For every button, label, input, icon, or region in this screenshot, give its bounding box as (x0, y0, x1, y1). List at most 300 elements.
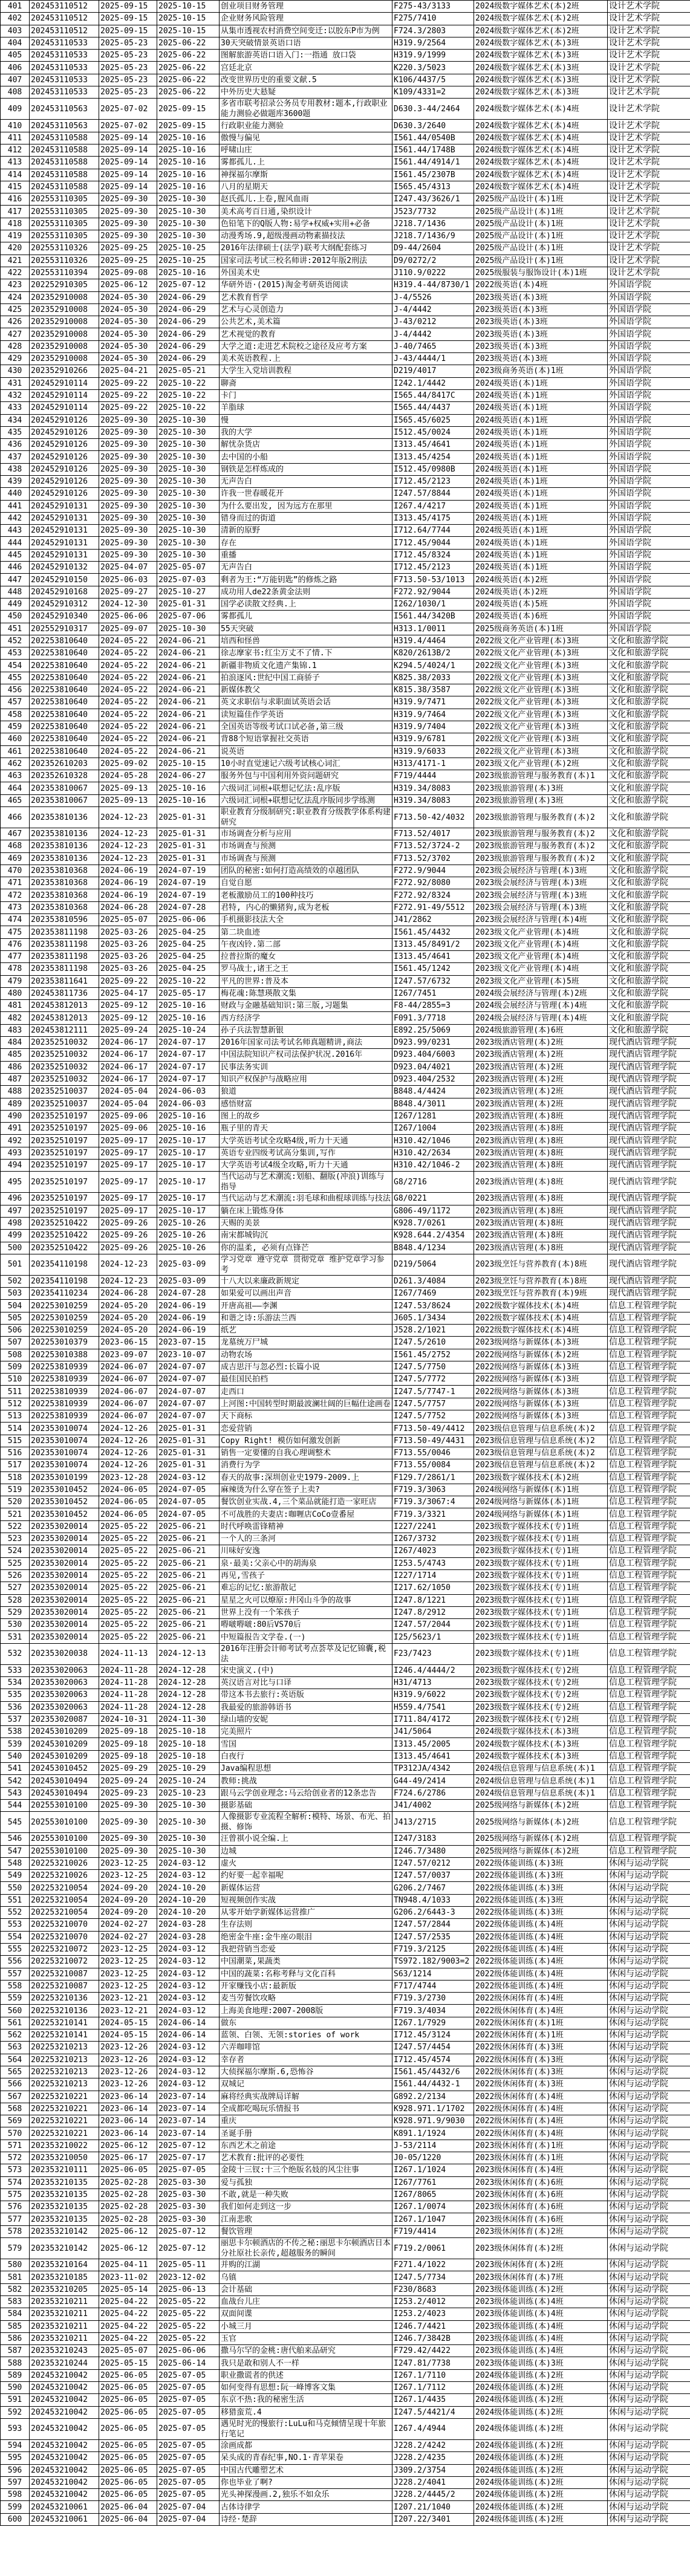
call-number-cell[interactable]: I267.1/7929 (392, 2017, 474, 2029)
book-title-cell[interactable]: 2016年国家司法考试名师真题精讲,商法 (220, 1037, 392, 1049)
book-title-cell[interactable]: 不敢,就是一种失败 (220, 2188, 392, 2201)
due-date-cell[interactable]: 2025-10-18 (157, 1750, 220, 1762)
borrow-date-cell[interactable]: 2025-09-30 (99, 426, 157, 438)
call-number-cell[interactable]: F719.3/4034 (392, 2005, 474, 2017)
book-title-cell[interactable]: 多省市联考招录公务员专用教材:题本,行政职业能力测验必做题库3600题 (220, 99, 392, 120)
due-date-cell[interactable]: 2024-11-30 (157, 1713, 220, 1725)
college-name-cell[interactable]: 休闲与运动学院 (608, 2320, 690, 2332)
college-name-cell[interactable]: 外国语学院 (608, 328, 690, 340)
class-name-cell[interactable]: 2024级英语(本)1班 (474, 488, 608, 500)
due-date-cell[interactable]: 2025-10-24 (157, 1024, 220, 1036)
row-number-cell[interactable]: 503 (1, 1288, 30, 1300)
row-number-cell[interactable]: 404 (1, 37, 30, 49)
reader-id-cell[interactable]: 202253210136 (30, 1993, 99, 2005)
row-number-cell[interactable]: 544 (1, 1799, 30, 1811)
table-row[interactable] (1, 623, 690, 635)
class-name-cell[interactable]: 2022级数字媒体技术(本)4班 (474, 1324, 608, 1336)
due-date-cell[interactable]: 2023-10-07 (157, 1349, 220, 1361)
table-row[interactable] (1, 672, 690, 684)
book-title-cell[interactable]: 成吉思汗与忽必烈:长篇小说 (220, 1361, 392, 1373)
college-name-cell[interactable]: 现代酒店管理学院 (608, 1110, 690, 1122)
borrow-date-cell[interactable]: 2024-11-28 (99, 1689, 157, 1701)
row-number-cell[interactable]: 497 (1, 1205, 30, 1217)
college-name-cell[interactable]: 信息工程管理学院 (608, 1643, 690, 1664)
borrow-date-cell[interactable]: 2024-05-22 (99, 696, 157, 709)
due-date-cell[interactable]: 2023-12-02 (157, 2271, 220, 2283)
book-title-cell[interactable]: 做东 (220, 2017, 392, 2029)
table-row[interactable] (1, 1398, 690, 1410)
call-number-cell[interactable]: I267/8065 (392, 2188, 474, 2201)
college-name-cell[interactable]: 信息工程管理学院 (608, 1763, 690, 1775)
book-title-cell[interactable]: 中国潮菜,果蔬类 (220, 1956, 392, 1968)
due-date-cell[interactable]: 2024-07-05 (157, 1484, 220, 1496)
borrow-date-cell[interactable]: 2024-11-28 (99, 1677, 157, 1689)
reader-id-cell[interactable]: 202353810368 (30, 877, 99, 889)
class-name-cell[interactable]: 2022级休闲体育(本)3班 (474, 2054, 608, 2066)
table-row[interactable] (1, 2357, 690, 2369)
reader-id-cell[interactable]: 202253210141 (30, 2017, 99, 2029)
book-title-cell[interactable]: 上河图:中国转型时期最波澜壮阔的巨幅仕途画卷 (220, 1398, 392, 1410)
borrow-date-cell[interactable]: 2025-05-07 (99, 914, 157, 926)
class-name-cell[interactable]: 2022级休闲体育(本)4班 (474, 2115, 608, 2127)
reader-id-cell[interactable]: 202553110326 (30, 242, 99, 255)
row-number-cell[interactable]: 505 (1, 1312, 30, 1324)
book-title-cell[interactable]: 宋史演义.(中) (220, 1664, 392, 1676)
borrow-date-cell[interactable]: 2023-06-14 (99, 2127, 157, 2140)
borrow-date-cell[interactable]: 2024-06-28 (99, 1288, 157, 1300)
due-date-cell[interactable]: 2025-10-16 (157, 782, 220, 794)
row-number-cell[interactable]: 426 (1, 316, 30, 328)
row-number-cell[interactable]: 546 (1, 1833, 30, 1845)
book-title-cell[interactable]: 我最爱的旅游韩语书 (220, 1701, 392, 1713)
due-date-cell[interactable]: 2025-06-21 (157, 1533, 220, 1545)
college-name-cell[interactable]: 信息工程管理学院 (608, 1312, 690, 1324)
call-number-cell[interactable]: I267/7761 (392, 2176, 474, 2188)
reader-id-cell[interactable]: 202253010259 (30, 1312, 99, 1324)
book-title-cell[interactable]: 外国美术史 (220, 267, 392, 279)
reader-id-cell[interactable]: 202353811198 (30, 938, 99, 950)
college-name-cell[interactable]: 信息工程管理学院 (608, 1349, 690, 1361)
college-name-cell[interactable]: 休闲与运动学院 (608, 2140, 690, 2152)
reader-id-cell[interactable]: 202353810368 (30, 865, 99, 877)
call-number-cell[interactable]: I512.45/0024 (392, 426, 474, 438)
table-row[interactable] (1, 745, 690, 758)
class-name-cell[interactable]: 2023级会展经济与管理(本)3班 (474, 865, 608, 877)
call-number-cell[interactable]: I247.57/2044 (392, 1619, 474, 1631)
call-number-cell[interactable]: I227/1714 (392, 1569, 474, 1582)
row-number-cell[interactable]: 499 (1, 1230, 30, 1242)
book-title-cell[interactable]: 图上的故乡 (220, 1110, 392, 1122)
row-number-cell[interactable]: 481 (1, 1000, 30, 1012)
table-row[interactable] (1, 132, 690, 144)
call-number-cell[interactable]: I313.45/4641 (392, 1750, 474, 1762)
college-name-cell[interactable]: 休闲与运动学院 (608, 2418, 690, 2439)
call-number-cell[interactable]: F23/7423 (392, 1643, 474, 1664)
row-number-cell[interactable]: 435 (1, 426, 30, 438)
book-title-cell[interactable]: 呆头成的青春纪事,NO.1·青苹果卷 (220, 2452, 392, 2464)
table-row[interactable] (1, 1459, 690, 1471)
due-date-cell[interactable]: 2024-07-17 (157, 1049, 220, 1061)
college-name-cell[interactable]: 休闲与运动学院 (608, 2501, 690, 2513)
row-number-cell[interactable]: 548 (1, 1857, 30, 1869)
due-date-cell[interactable]: 2025-05-07 (157, 562, 220, 574)
due-date-cell[interactable]: 2024-06-14 (157, 2029, 220, 2042)
book-title-cell[interactable]: Copy Right! 模仿如何激发创新 (220, 1435, 392, 1447)
college-name-cell[interactable]: 现代酒店管理学院 (608, 1275, 690, 1287)
book-title-cell[interactable]: 财政与金融基础知识:第三版,习题集 (220, 1000, 392, 1012)
row-number-cell[interactable]: 560 (1, 2005, 30, 2017)
reader-id-cell[interactable]: 202253210054 (30, 1907, 99, 1919)
reader-id-cell[interactable]: 202253210141 (30, 2029, 99, 2042)
book-title-cell[interactable]: 星星之火可以燎原:井冈山斗争的故事 (220, 1594, 392, 1606)
class-name-cell[interactable]: 2025级网络与新媒体(本)2班 (474, 1812, 608, 1833)
borrow-date-cell[interactable]: 2024-06-19 (99, 889, 157, 901)
borrow-date-cell[interactable]: 2025-09-30 (99, 475, 157, 487)
reader-id-cell[interactable]: 202353020038 (30, 1643, 99, 1664)
call-number-cell[interactable]: H559.4/7541 (392, 1701, 474, 1713)
reader-id-cell[interactable]: 202353020063 (30, 1664, 99, 1676)
book-title-cell[interactable]: 我的大学 (220, 426, 392, 438)
row-number-cell[interactable]: 442 (1, 512, 30, 524)
call-number-cell[interactable]: TP312JA/4342 (392, 1763, 474, 1775)
due-date-cell[interactable]: 2024-03-12 (157, 2042, 220, 2054)
book-title-cell[interactable]: 走西口 (220, 1386, 392, 1398)
reader-id-cell[interactable]: 202353210164 (30, 2259, 99, 2271)
college-name-cell[interactable]: 休闲与运动学院 (608, 2103, 690, 2115)
row-number-cell[interactable]: 590 (1, 2382, 30, 2394)
table-row[interactable] (1, 1606, 690, 1618)
call-number-cell[interactable]: H319.34/8083 (392, 782, 474, 794)
college-name-cell[interactable]: 设计艺术学院 (608, 169, 690, 181)
reader-id-cell[interactable]: 202452910114 (30, 402, 99, 414)
college-name-cell[interactable]: 信息工程管理学院 (608, 1787, 690, 1799)
table-row[interactable] (1, 1361, 690, 1373)
row-number-cell[interactable]: 523 (1, 1533, 30, 1545)
row-number-cell[interactable]: 578 (1, 2225, 30, 2237)
class-name-cell[interactable]: 2023级会展经济与管理(本)3班 (474, 889, 608, 901)
book-title-cell[interactable]: 无声告白 (220, 475, 392, 487)
borrow-date-cell[interactable]: 2025-09-22 (99, 377, 157, 389)
college-name-cell[interactable]: 休闲与运动学院 (608, 1919, 690, 1931)
borrow-date-cell[interactable]: 2025-06-05 (99, 2489, 157, 2501)
reader-id-cell[interactable]: 202453210042 (30, 2394, 99, 2406)
call-number-cell[interactable]: I247.43/3626/1 (392, 193, 474, 206)
due-date-cell[interactable]: 2025-10-30 (157, 1845, 220, 1857)
call-number-cell[interactable]: I561.44/1748B (392, 144, 474, 156)
row-number-cell[interactable]: 462 (1, 758, 30, 770)
call-number-cell[interactable]: I253.5/4743 (392, 1557, 474, 1569)
reader-id-cell[interactable]: 202253210070 (30, 1919, 99, 1931)
call-number-cell[interactable]: I247.57/8844 (392, 488, 474, 500)
due-date-cell[interactable]: 2025-01-31 (157, 1435, 220, 1447)
college-name-cell[interactable]: 休闲与运动学院 (608, 2225, 690, 2237)
college-name-cell[interactable]: 休闲与运动学院 (608, 2115, 690, 2127)
book-title-cell[interactable]: 爱与孤独 (220, 2176, 392, 2188)
due-date-cell[interactable]: 2024-06-14 (157, 2017, 220, 2029)
college-name-cell[interactable]: 外国语学院 (608, 389, 690, 401)
due-date-cell[interactable]: 2025-10-16 (157, 1012, 220, 1024)
call-number-cell[interactable]: E892.25/5069 (392, 1024, 474, 1036)
table-row[interactable] (1, 1410, 690, 1423)
table-row[interactable] (1, 828, 690, 840)
college-name-cell[interactable]: 文化和旅游学院 (608, 926, 690, 938)
row-number-cell[interactable]: 547 (1, 1845, 30, 1857)
college-name-cell[interactable]: 休闲与运动学院 (608, 2054, 690, 2066)
borrow-date-cell[interactable]: 2025-04-17 (99, 987, 157, 999)
reader-id-cell[interactable]: 202553110305 (30, 230, 99, 242)
row-number-cell[interactable]: 585 (1, 2320, 30, 2332)
borrow-date-cell[interactable]: 2024-06-07 (99, 1374, 157, 1386)
call-number-cell[interactable]: H313/4171-1 (392, 758, 474, 770)
borrow-date-cell[interactable]: 2025-06-04 (99, 2501, 157, 2513)
college-name-cell[interactable]: 外国语学院 (608, 340, 690, 352)
reader-id-cell[interactable]: 202353210135 (30, 2213, 99, 2225)
due-date-cell[interactable]: 2025-07-05 (157, 2464, 220, 2476)
reader-id-cell[interactable]: 202453210042 (30, 2369, 99, 2381)
reader-id-cell[interactable]: 202353210135 (30, 2188, 99, 2201)
book-title-cell[interactable]: 难忘的记忆:旅游散记 (220, 1582, 392, 1594)
table-row[interactable] (1, 1993, 690, 2005)
call-number-cell[interactable]: F713.52/3724-2 (392, 840, 474, 852)
row-number-cell[interactable]: 595 (1, 2452, 30, 2464)
reader-id-cell[interactable]: 202353210243 (30, 2345, 99, 2357)
due-date-cell[interactable]: 2025-10-16 (157, 267, 220, 279)
class-name-cell[interactable]: 2024级英语(本)2班 (474, 586, 608, 598)
due-date-cell[interactable]: 2024-06-19 (157, 1324, 220, 1336)
due-date-cell[interactable]: 2025-10-15 (157, 13, 220, 25)
reader-id-cell[interactable]: 202453210042 (30, 2406, 99, 2418)
college-name-cell[interactable]: 信息工程管理学院 (608, 1619, 690, 1631)
college-name-cell[interactable]: 信息工程管理学院 (608, 1410, 690, 1423)
table-row[interactable] (1, 2188, 690, 2201)
borrow-date-cell[interactable]: 2024-11-28 (99, 1701, 157, 1713)
due-date-cell[interactable]: 2024-03-28 (157, 1919, 220, 1931)
row-number-cell[interactable]: 403 (1, 25, 30, 37)
reader-id-cell[interactable]: 202253210072 (30, 1943, 99, 1955)
call-number-cell[interactable]: I561.44/4914/1 (392, 157, 474, 169)
borrow-date-cell[interactable]: 2024-05-22 (99, 709, 157, 721)
borrow-date-cell[interactable]: 2025-06-05 (99, 2439, 157, 2451)
book-title-cell[interactable]: 为什么要出发, 因为远方在那里 (220, 500, 392, 512)
book-title-cell[interactable]: 新媒体教父 (220, 684, 392, 696)
call-number-cell[interactable]: F129.7/2861/1 (392, 1471, 474, 1484)
table-row[interactable] (1, 1569, 690, 1582)
class-name-cell[interactable]: 2024级数字媒体艺术(本)4班 (474, 157, 608, 169)
reader-id-cell[interactable]: 202453110533 (30, 37, 99, 49)
college-name-cell[interactable]: 现代酒店管理学院 (608, 1288, 690, 1300)
reader-id-cell[interactable]: 202253810939 (30, 1386, 99, 1398)
class-name-cell[interactable]: 2024级英语(本)1班 (474, 402, 608, 414)
table-row[interactable] (1, 938, 690, 950)
reader-id-cell[interactable]: 202453210042 (30, 2452, 99, 2464)
college-name-cell[interactable]: 文化和旅游学院 (608, 987, 690, 999)
reader-id-cell[interactable]: 202352910008 (30, 328, 99, 340)
borrow-date-cell[interactable]: 2024-11-28 (99, 1664, 157, 1676)
borrow-date-cell[interactable]: 2025-09-17 (99, 1205, 157, 1217)
row-number-cell[interactable]: 495 (1, 1172, 30, 1193)
row-number-cell[interactable]: 417 (1, 206, 30, 218)
table-row[interactable] (1, 2464, 690, 2476)
book-title-cell[interactable]: 雾都孤儿 (220, 611, 392, 623)
college-name-cell[interactable]: 休闲与运动学院 (608, 1894, 690, 1906)
college-name-cell[interactable]: 文化和旅游学院 (608, 794, 690, 806)
table-row[interactable] (1, 2283, 690, 2295)
call-number-cell[interactable]: I247.57/0037 (392, 1870, 474, 1882)
call-number-cell[interactable]: I247.57/6732 (392, 975, 474, 987)
due-date-cell[interactable]: 2025-01-31 (157, 598, 220, 610)
call-number-cell[interactable]: J-4/4442 (392, 328, 474, 340)
reader-id-cell[interactable]: 202352510197 (30, 1135, 99, 1147)
table-row[interactable] (1, 1763, 690, 1775)
reader-id-cell[interactable]: 202453110563 (30, 99, 99, 120)
class-name-cell[interactable]: 2022级数字媒体技术(本)4班 (474, 1300, 608, 1312)
book-title-cell[interactable]: 嘚啵嘚啵:80后VS70后 (220, 1619, 392, 1631)
college-name-cell[interactable]: 设计艺术学院 (608, 1, 690, 13)
reader-id-cell[interactable]: 202452910126 (30, 439, 99, 451)
call-number-cell[interactable]: I712.45/8324 (392, 549, 474, 561)
college-name-cell[interactable]: 休闲与运动学院 (608, 2042, 690, 2054)
table-row[interactable] (1, 1172, 690, 1193)
borrow-date-cell[interactable]: 2025-09-18 (99, 1726, 157, 1738)
table-row[interactable] (1, 463, 690, 475)
book-title-cell[interactable]: 当代运动与艺术潮流:划船、翻版(冲浪)训练与指导 (220, 1172, 392, 1193)
call-number-cell[interactable]: H319.9/1999 (392, 50, 474, 62)
borrow-date-cell[interactable]: 2025-04-22 (99, 2320, 157, 2332)
table-row[interactable] (1, 2271, 690, 2283)
due-date-cell[interactable]: 2025-03-09 (157, 1275, 220, 1287)
reader-id-cell[interactable]: 202352610328 (30, 770, 99, 782)
row-number-cell[interactable]: 450 (1, 611, 30, 623)
class-name-cell[interactable]: 2023级数字媒体技术(专)1班 (474, 1606, 608, 1618)
borrow-date-cell[interactable]: 2025-09-17 (99, 1135, 157, 1147)
college-name-cell[interactable]: 信息工程管理学院 (608, 1664, 690, 1676)
table-row[interactable] (1, 1677, 690, 1689)
call-number-cell[interactable]: J309.2/3754 (392, 2464, 474, 2476)
reader-id-cell[interactable]: 202352910008 (30, 316, 99, 328)
class-name-cell[interactable]: 2023级旅游管理与服务教育(本)2 (474, 828, 608, 840)
college-name-cell[interactable]: 信息工程管理学院 (608, 1386, 690, 1398)
call-number-cell[interactable]: J0-05/1220 (392, 2152, 474, 2164)
row-number-cell[interactable]: 542 (1, 1775, 30, 1787)
college-name-cell[interactable]: 文化和旅游学院 (608, 852, 690, 865)
row-number-cell[interactable]: 594 (1, 2439, 30, 2451)
table-row[interactable] (1, 267, 690, 279)
class-name-cell[interactable]: 2023级数字媒体技术(专)1班 (474, 1631, 608, 1643)
call-number-cell[interactable]: G806-49/1172 (392, 1205, 474, 1217)
table-row[interactable] (1, 1594, 690, 1606)
book-title-cell[interactable]: 卡门 (220, 389, 392, 401)
due-date-cell[interactable]: 2024-06-21 (157, 721, 220, 733)
book-title-cell[interactable]: 最佳国民拍档 (220, 1374, 392, 1386)
reader-id-cell[interactable]: 202552910317 (30, 623, 99, 635)
call-number-cell[interactable]: I247.5/2610 (392, 1337, 474, 1349)
college-name-cell[interactable]: 休闲与运动学院 (608, 2005, 690, 2017)
call-number-cell[interactable]: I267.1/1047 (392, 2213, 474, 2225)
book-title-cell[interactable]: 时代呼唤雷锋精神 (220, 1520, 392, 1533)
class-name-cell[interactable]: 2022级体能训练(本)4班 (474, 1919, 608, 1931)
row-number-cell[interactable]: 584 (1, 2308, 30, 2320)
college-name-cell[interactable]: 信息工程管理学院 (608, 1435, 690, 1447)
reader-id-cell[interactable]: 202253210026 (30, 1870, 99, 1882)
table-row[interactable] (1, 1098, 690, 1110)
college-name-cell[interactable]: 外国语学院 (608, 623, 690, 635)
due-date-cell[interactable]: 2025-04-25 (157, 926, 220, 938)
college-name-cell[interactable]: 休闲与运动学院 (608, 2152, 690, 2164)
due-date-cell[interactable]: 2025-10-16 (157, 794, 220, 806)
call-number-cell[interactable]: H310.42/1046-2 (392, 1160, 474, 1172)
due-date-cell[interactable]: 2025-10-30 (157, 206, 220, 218)
call-number-cell[interactable]: G8/0221 (392, 1193, 474, 1205)
reader-id-cell[interactable]: 202253010379 (30, 1337, 99, 1349)
class-name-cell[interactable]: 2023级数字媒体技术(专)1班 (474, 1619, 608, 1631)
call-number-cell[interactable]: I246.7/3842B (392, 2332, 474, 2344)
row-number-cell[interactable]: 482 (1, 1012, 30, 1024)
college-name-cell[interactable]: 文化和旅游学院 (608, 889, 690, 901)
book-title-cell[interactable]: 艺术视觉的教育 (220, 328, 392, 340)
row-number-cell[interactable]: 447 (1, 574, 30, 586)
book-title-cell[interactable]: 带这本书去旅行:英语版 (220, 1689, 392, 1701)
call-number-cell[interactable]: H31/4713 (392, 1677, 474, 1689)
college-name-cell[interactable]: 信息工程管理学院 (608, 1361, 690, 1373)
borrow-date-cell[interactable]: 2025-02-28 (99, 2176, 157, 2188)
college-name-cell[interactable]: 现代酒店管理学院 (608, 1242, 690, 1254)
call-number-cell[interactable]: D9-44/2604 (392, 242, 474, 255)
class-name-cell[interactable]: 2022级体能训练(本)3班 (474, 1857, 608, 1869)
due-date-cell[interactable]: 2025-03-30 (157, 2176, 220, 2188)
college-name-cell[interactable]: 外国语学院 (608, 414, 690, 426)
borrow-date-cell[interactable]: 2024-06-07 (99, 1361, 157, 1373)
book-title-cell[interactable]: 开唐高祖——李渊 (220, 1300, 392, 1312)
table-row[interactable] (1, 2439, 690, 2451)
borrow-date-cell[interactable]: 2023-11-02 (99, 2271, 157, 2283)
class-name-cell[interactable]: 2023级酒店管理(本)8班 (474, 1135, 608, 1147)
college-name-cell[interactable]: 信息工程管理学院 (608, 1471, 690, 1484)
reader-id-cell[interactable]: 202353020014 (30, 1594, 99, 1606)
book-title-cell[interactable]: 无声告白 (220, 562, 392, 574)
row-number-cell[interactable]: 427 (1, 328, 30, 340)
due-date-cell[interactable]: 2025-06-21 (157, 1606, 220, 1618)
class-name-cell[interactable]: 2024级体能训练(本)2班 (474, 2369, 608, 2381)
row-number-cell[interactable]: 483 (1, 1024, 30, 1036)
borrow-date-cell[interactable]: 2025-09-30 (99, 1845, 157, 1857)
table-row[interactable] (1, 1337, 690, 1349)
table-row[interactable] (1, 1374, 690, 1386)
borrow-date-cell[interactable]: 2023-12-25 (99, 1870, 157, 1882)
due-date-cell[interactable]: 2025-07-12 (157, 2140, 220, 2152)
row-number-cell[interactable]: 597 (1, 2476, 30, 2488)
row-number-cell[interactable]: 401 (1, 1, 30, 13)
book-title-cell[interactable]: 十八大以来廉政新规定 (220, 1275, 392, 1287)
borrow-date-cell[interactable]: 2025-09-25 (99, 242, 157, 255)
book-title-cell[interactable]: 完美照片 (220, 1726, 392, 1738)
reader-id-cell[interactable]: 202453210042 (30, 2418, 99, 2439)
college-name-cell[interactable]: 现代酒店管理学院 (608, 1098, 690, 1110)
class-name-cell[interactable]: 2024级英语(本)6班 (474, 611, 608, 623)
book-title-cell[interactable]: 市场调查与预测 (220, 840, 392, 852)
reader-id-cell[interactable]: 202452910131 (30, 549, 99, 561)
table-row[interactable] (1, 255, 690, 267)
borrow-date-cell[interactable]: 2025-05-22 (99, 1520, 157, 1533)
due-date-cell[interactable]: 2025-10-26 (157, 1217, 220, 1229)
college-name-cell[interactable]: 外国语学院 (608, 475, 690, 487)
class-name-cell[interactable]: 2024级英语(本)1班 (474, 500, 608, 512)
table-row[interactable] (1, 1110, 690, 1122)
book-title-cell[interactable]: 英汉语言对比与口译 (220, 1677, 392, 1689)
table-row[interactable] (1, 1242, 690, 1254)
college-name-cell[interactable]: 休闲与运动学院 (608, 2464, 690, 2476)
reader-id-cell[interactable]: 202352510032 (30, 1037, 99, 1049)
row-number-cell[interactable]: 559 (1, 1993, 30, 2005)
